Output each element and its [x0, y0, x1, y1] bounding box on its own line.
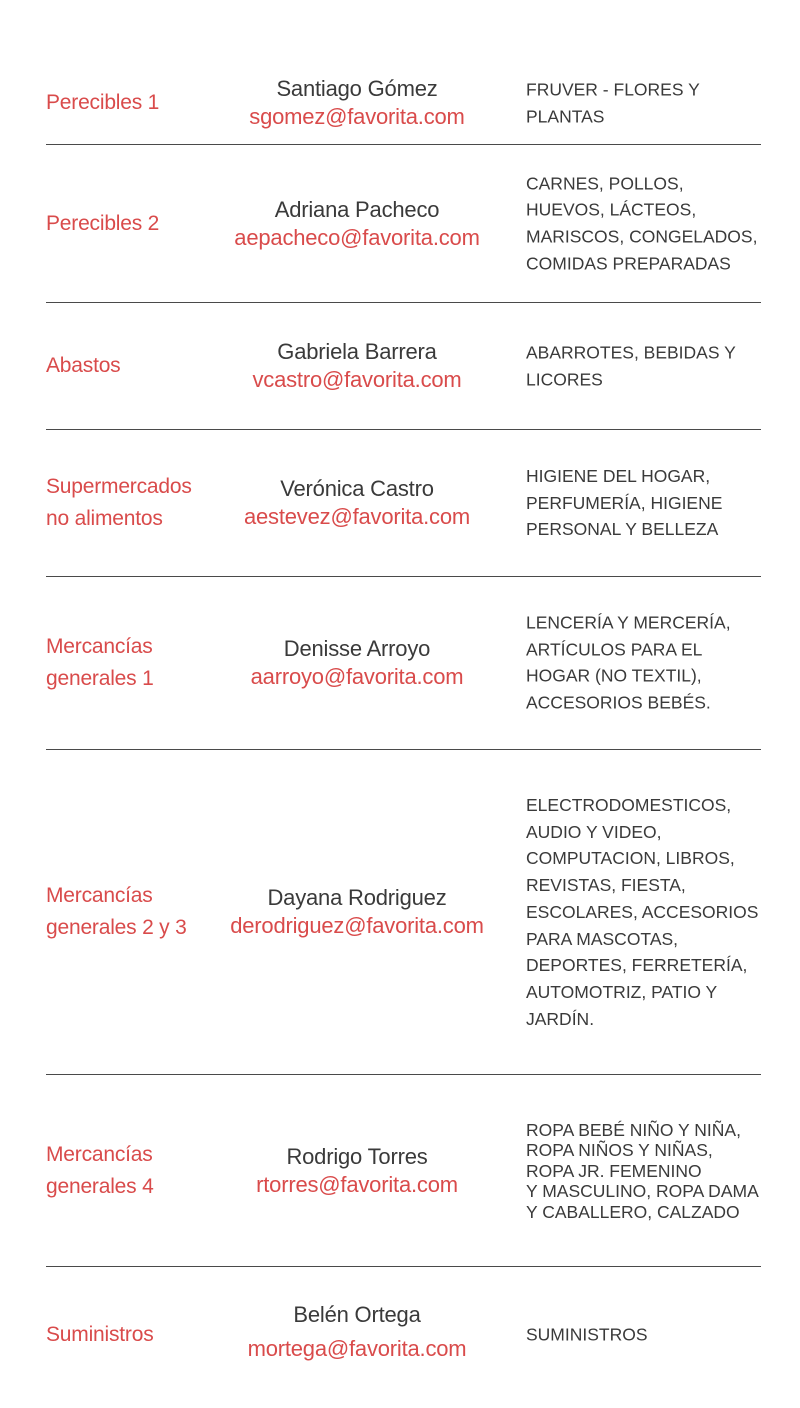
contact-name: Gabriela Barrera [277, 339, 437, 364]
department-label: Perecibles 2 [46, 211, 160, 235]
contact-email-link[interactable]: vcastro@favorita.com [252, 367, 462, 392]
contact-block [212, 75, 502, 131]
contact-name: Denisse Arroyo [283, 636, 431, 661]
category-list: ELECTRODOMESTICOS, AUDIO Y VIDEO, COMPUTACION, LIBROS, REVISTAS, FIESTA, ESCOLARES, ACCESORIOS PARA MASCOTAS, DEPORTES, FERRETERÍA, AUTOMOTRIZ, PATIO Y JARDÍN. [526, 794, 759, 1029]
department-label: Mercancías generales 2 y 3 [46, 884, 187, 939]
contact-email-link[interactable]: aestevez@favorita.com [243, 504, 470, 529]
table-row [0, 62, 800, 144]
contact-block [212, 338, 502, 394]
contact-email-link[interactable]: aarroyo@favorita.com [250, 664, 464, 689]
department-label: Abastos [46, 354, 121, 377]
contact-block [212, 475, 502, 531]
contact-block [212, 1300, 502, 1362]
contact-email-link[interactable]: derodriguez@favorita.com [230, 913, 484, 938]
contact-name: Belén Ortega [293, 1301, 421, 1327]
contact-block [212, 1143, 502, 1199]
contact-name: Verónica Castro [280, 476, 434, 501]
contact-email-link[interactable]: aepacheco@favorita.com [234, 224, 480, 250]
contact-name: Rodrigo Torres [286, 1143, 428, 1169]
department-label: Perecibles 1 [46, 91, 160, 114]
table-row [0, 750, 800, 1074]
category-list: ABARROTES, BEBIDAS Y LICORES [526, 342, 736, 389]
contact-block [212, 884, 502, 940]
department-label: Suministros [46, 1322, 154, 1346]
contact-block [212, 196, 502, 252]
contact-name: Dayana Rodriguez [267, 885, 447, 910]
table-row [0, 145, 800, 302]
contact-email-link[interactable]: sgomez@favorita.com [249, 104, 465, 129]
category-list: FRUVER - FLORES Y PLANTAS [526, 79, 700, 126]
category-list: CARNES, POLLOS, HUEVOS, LÁCTEOS, MARISCOS, CONGELADOS, COMIDAS PREPARADAS [526, 173, 758, 274]
contact-email-link[interactable]: rtorres@favorita.com [256, 1171, 458, 1197]
department-label: Supermercados no alimentos [46, 475, 192, 530]
department-label: Mercancías generales 4 [46, 1142, 154, 1198]
table-row [0, 1267, 800, 1402]
contact-name: Santiago Gómez [276, 76, 438, 101]
category-list: LENCERÍA Y MERCERÍA, ARTÍCULOS PARA EL HOGAR (NO TEXTIL), ACCESORIOS BEBÉS. [526, 612, 731, 713]
department-label: Mercancías generales 1 [46, 635, 154, 690]
contact-name: Adriana Pacheco [274, 196, 440, 222]
table-row [0, 430, 800, 576]
category-list: HIGIENE DEL HOGAR, PERFUMERÍA, HIGIENE PERSONAL Y BELLEZA [526, 465, 723, 540]
table-row [0, 577, 800, 749]
contact-email-link[interactable]: mortega@favorita.com [247, 1335, 467, 1361]
contact-block [212, 635, 502, 691]
table-row [0, 303, 800, 429]
table-row [0, 1075, 800, 1266]
category-list: ROPA BEBÉ NIÑO Y NIÑA, ROPA NIÑOS Y NIÑAS, ROPA JR. FEMENINO Y MASCULINO, ROPA DAMA Y CABALLERO, CALZADO [526, 1119, 759, 1222]
category-list: SUMINISTROS [526, 1324, 648, 1345]
